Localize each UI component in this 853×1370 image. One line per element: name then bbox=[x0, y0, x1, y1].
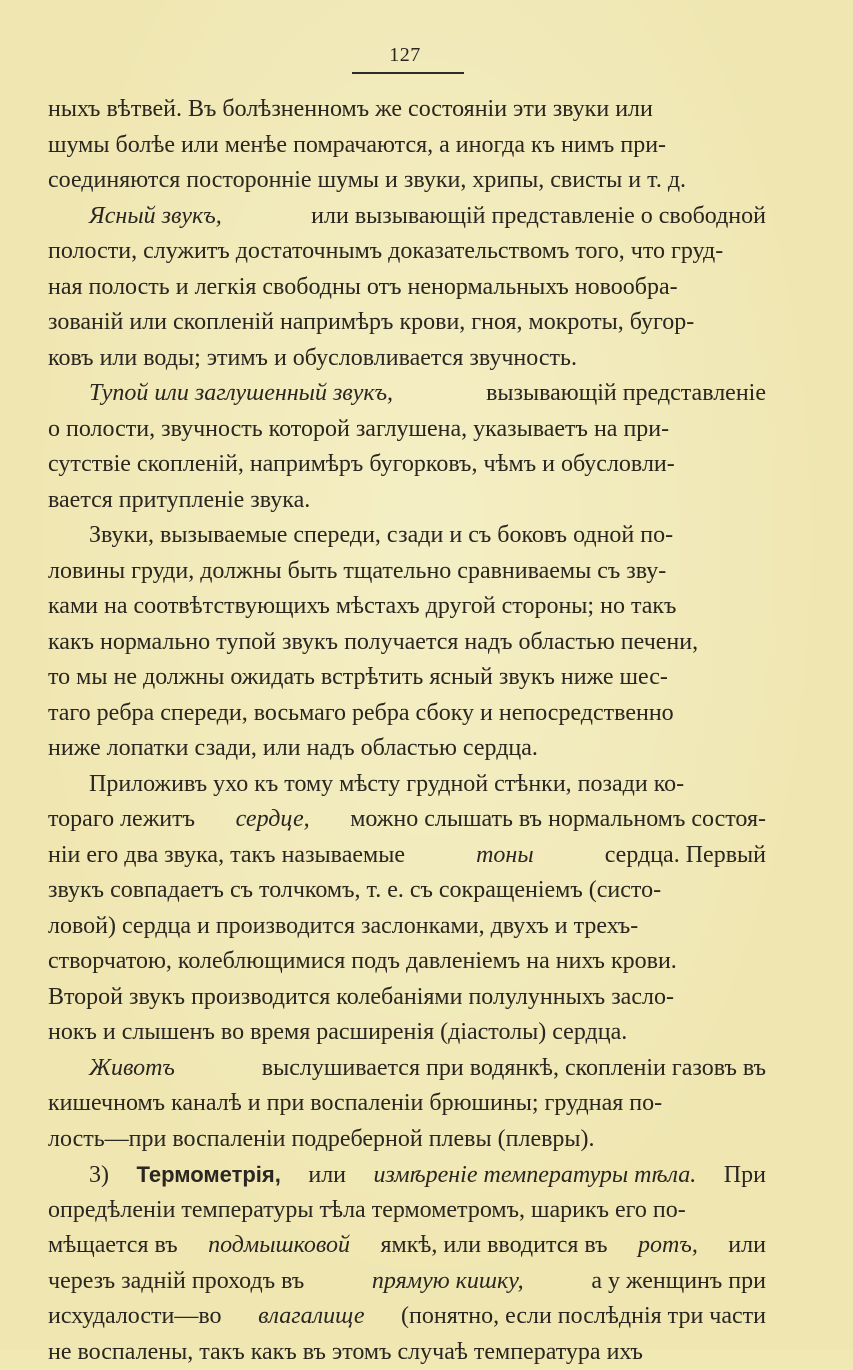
term-rot: ротъ, bbox=[638, 1228, 698, 1264]
text-line: вается притупленіе звука. bbox=[48, 483, 766, 519]
text-line: лость—при воспаленіи подреберной плевы (плевры). bbox=[48, 1122, 766, 1158]
text-line: о полости, звучность которой заглушена, указываетъ на при- bbox=[48, 412, 766, 448]
term-tupoy-zvuk: Тупой или заглушенный звукъ, bbox=[89, 376, 393, 412]
text-line: мѣщается въ подмышковой ямкѣ, или вводится въ ротъ, или bbox=[48, 1228, 766, 1264]
text-line: звукъ совпадаетъ съ толчкомъ, т. е. съ сокращеніемъ (систо- bbox=[48, 873, 766, 909]
term-izmerenie-temperatury: измѣреніе температуры тѣла. bbox=[374, 1158, 697, 1194]
page-number-rule bbox=[352, 72, 464, 74]
text-line: Ясный звукъ, или вызывающій представленіе о свободной bbox=[48, 199, 766, 235]
text-line: опредѣленіи температуры тѣла термометромъ, шарикъ его по- bbox=[48, 1193, 766, 1229]
text-line: исхудалости—во влагалище (понятно, если послѣднія три части bbox=[48, 1299, 766, 1335]
text-line: черезъ задній проходъ въ прямую кишку, а у женщинъ при bbox=[48, 1264, 766, 1300]
page-text bbox=[48, 92, 766, 1370]
text-line: ныхъ вѣтвей. Въ болѣзненномъ же состоянiи эти звуки или bbox=[48, 92, 766, 128]
text-line: Звуки, вызываемые спереди, сзади и съ боковъ одной по- bbox=[48, 518, 766, 554]
term-vlagalishche: влагалище bbox=[258, 1299, 364, 1335]
text-line: Тупой или заглушенный звукъ, вызывающій представленіе bbox=[48, 376, 766, 412]
text-line: не воспалены, такъ какъ въ этомъ случаѣ температура ихъ bbox=[48, 1335, 766, 1370]
text-line: шумы болѣе или менѣе помрачаются, а иногда къ нимъ при- bbox=[48, 128, 766, 164]
text-line: таго ребра спереди, восьмаго ребра сбоку и непосредственно bbox=[48, 696, 766, 732]
text-line: сутствіе скопленій, напримѣръ бугорковъ, чѣмъ и обусловли- bbox=[48, 447, 766, 483]
term-zhivot: Животъ bbox=[89, 1051, 175, 1087]
text-line: Второй звукъ производится колебаніями полулунныхъ засло- bbox=[48, 980, 766, 1016]
text-line: тораго лежитъ сердце, можно слышать въ нормальномъ состоя- bbox=[48, 802, 766, 838]
text-line: то мы не должны ожидать встрѣтить ясный звукъ ниже шес- bbox=[48, 660, 766, 696]
text-line: кишечномъ каналѣ и при воспаленіи брюшины; грудная по- bbox=[48, 1086, 766, 1122]
text-line: ніи его два звука, такъ называемые тоны сердца. Первый bbox=[48, 838, 766, 874]
section-heading-thermometry: Термометрія, bbox=[137, 1157, 281, 1193]
text-line: соединяются посторонніе шумы и звуки, хрипы, свисты и т. д. bbox=[48, 163, 766, 199]
text-line: нокъ и слышенъ во время расширенія (діастолы) сердца. bbox=[48, 1015, 766, 1051]
text-line: какъ нормально тупой звукъ получается надъ областью печени, bbox=[48, 625, 766, 661]
term-yasny-zvuk: Ясный звукъ, bbox=[89, 199, 222, 235]
text-line: ловины груди, должны быть тщательно сравниваемы съ зву- bbox=[48, 554, 766, 590]
term-podmyshkovoy: подмышковой bbox=[208, 1228, 350, 1264]
text-line: Приложивъ ухо къ тому мѣсту грудной стѣнки, позади ко- bbox=[48, 767, 766, 803]
page-number: 127 bbox=[381, 44, 429, 67]
term-serdtse: сердце, bbox=[236, 802, 310, 838]
text-line: ками на соотвѣтствующихъ мѣстахъ другой стороны; но такъ bbox=[48, 589, 766, 625]
text-line: Животъ выслушивается при водянкѣ, скопленіи газовъ въ bbox=[48, 1051, 766, 1087]
text-line: ниже лопатки сзади, или надъ областью сердца. bbox=[48, 731, 766, 767]
text-line: ковъ или воды; этимъ и обусловливается звучность. bbox=[48, 341, 766, 377]
text-line: ная полость и легкія свободны отъ ненормальныхъ новообра- bbox=[48, 270, 766, 306]
text-line: ловой) сердца и производится заслонками, двухъ и трехъ- bbox=[48, 909, 766, 945]
text-line: зованій или скопленій напримѣръ крови, гноя, мокроты, бугор- bbox=[48, 305, 766, 341]
text-line: створчатою, колеблющимися подъ давленіемъ на нихъ крови. bbox=[48, 944, 766, 980]
text-line: 3) Термометрія, или измѣреніе температуры тѣла. При bbox=[48, 1157, 766, 1193]
term-tony: тоны bbox=[476, 838, 534, 874]
term-pryamuyu-kishku: прямую кишку, bbox=[372, 1264, 524, 1300]
text-line: полости, служитъ достаточнымъ доказательствомъ того, что груд- bbox=[48, 234, 766, 270]
